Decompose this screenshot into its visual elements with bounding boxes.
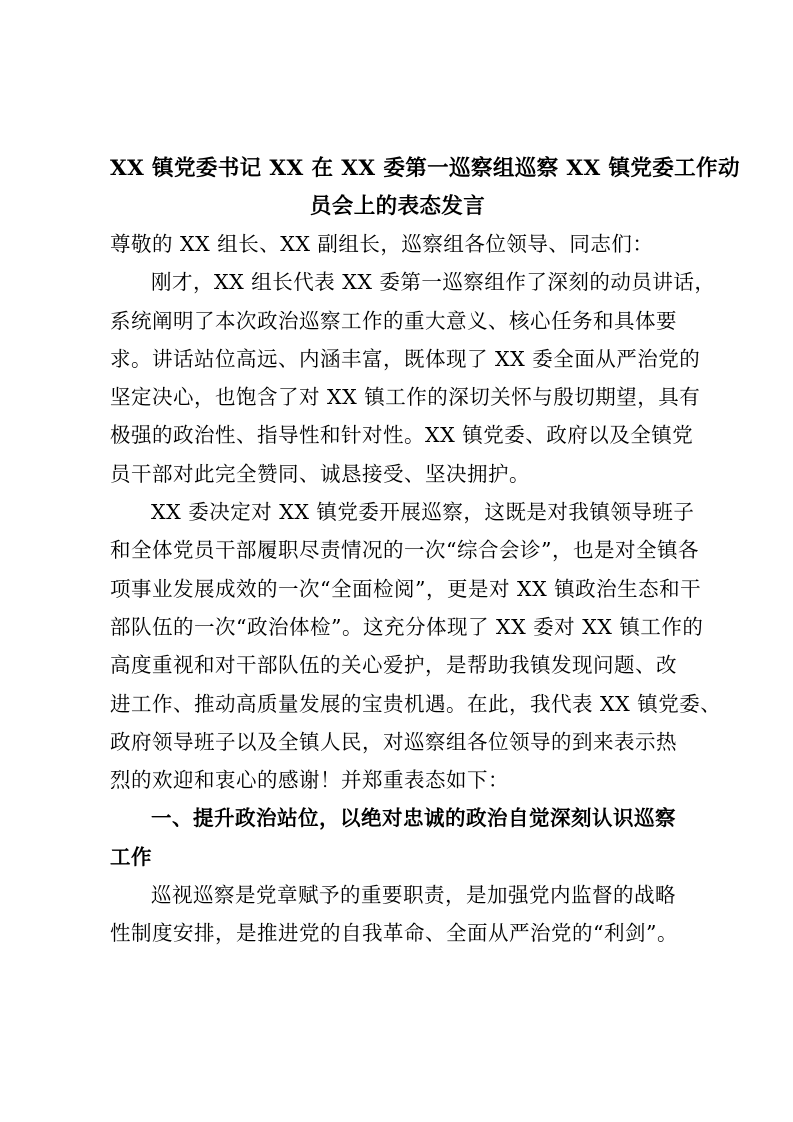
heading-line: 工作 <box>110 844 152 869</box>
title-line: XX 镇党委书记 XX 在 XX 委第一巡察组巡察 XX 镇党委工作动 <box>110 156 740 181</box>
paragraph-line: 烈的欢迎和衷心的感谢！并郑重表态如下： <box>110 768 509 793</box>
paragraph-3 <box>110 876 690 953</box>
paragraph-line: 员干部对此完全赞同、诚恳接受、坚决拥护。 <box>110 461 530 486</box>
paragraph-line: 部队伍的一次“政治体检”。这充分体现了 XX 委对 XX 镇工作的 <box>110 614 704 639</box>
paragraph-line: 巡视巡察是党章赋予的重要职责，是加强党内监督的战略 <box>151 883 676 908</box>
paragraph-line: 和全体党员干部履职尽责情况的一次“综合会诊”，也是对全镇各 <box>110 538 699 563</box>
paragraph-line: XX 委决定对 XX 镇党委开展巡察，这既是对我镇领导班子 <box>151 500 695 525</box>
paragraph-line: 刚才，XX 组长代表 XX 委第一巡察组作了深刻的动员讲话， <box>151 270 716 295</box>
paragraph-line: 高度重视和对干部队伍的关心爱护，是帮助我镇发现问题、改 <box>110 653 677 678</box>
section-heading-1 <box>110 799 690 876</box>
paragraph-line: 求。讲话站位高远、内涵丰富，既体现了 XX 委全面从严治党的 <box>110 346 701 371</box>
paragraph-line: 政府领导班子以及全镇人民，对巡察组各位领导的到来表示热 <box>110 729 677 754</box>
paragraph-line: 性制度安排，是推进党的自我革命、全面从严治党的“利剑”。 <box>110 921 678 946</box>
heading-line: 一、提升政治站位，以绝对忠诚的政治自觉深刻认识巡察 <box>151 806 676 831</box>
paragraph-1 <box>110 263 716 493</box>
title-line: 员会上的表态发言 <box>309 194 486 219</box>
paragraph-line: 坚定决心，也饱含了对 XX 镇工作的深切关怀与殷切期望，具有 <box>110 385 701 410</box>
paragraph-line: 系统阐明了本次政治巡察工作的重大意义、核心任务和具体要 <box>110 308 677 333</box>
salutation: 尊敬的 XX 组长、XX 副组长，巡察组各位领导、同志们： <box>110 232 654 256</box>
paragraph-2 <box>110 493 722 799</box>
paragraph-line: 进工作、推动高质量发展的宝贵机遇。在此，我代表 XX 镇党委、 <box>110 691 722 716</box>
document-body <box>110 225 722 953</box>
paragraph-line: 极强的政治性、指导性和针对性。XX 镇党委、政府以及全镇党 <box>110 423 694 448</box>
document-title <box>110 150 740 226</box>
paragraph-line: 项事业发展成效的一次“全面检阅”，更是对 XX 镇政治生态和干 <box>110 576 702 601</box>
